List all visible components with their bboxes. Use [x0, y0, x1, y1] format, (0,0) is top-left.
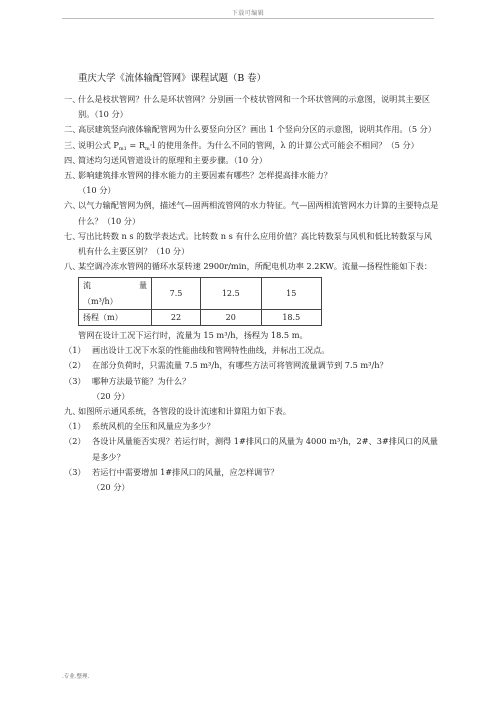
- question-text: 以气力输配管网为例，描述气—固两相流管网的水力特征。气—固两相流管网水力计算的主要特点是什么？（10 分）: [78, 200, 439, 226]
- page-footer: .专业.整理.: [62, 674, 90, 680]
- question-text: 影响建筑排水管网的排水能力的主要因素有哪些？怎样提高排水能力？: [78, 170, 332, 181]
- question-text: 某空调冷冻水管网的循环水泵转速 2900r/min，所配电机功率 2.2KW。流量—扬程性能如下表：: [78, 261, 433, 272]
- question-1: [64, 92, 440, 122]
- q8-sub-1: （1） 画出设计工况下水泵的性能曲线和管网特性曲线，并标出工况点。: [64, 345, 330, 356]
- question-number: 七、: [64, 230, 81, 241]
- question-text: 高层建筑竖向液体输配管网为什么要竖向分区？画出 1 个竖向分区的示意图，说明其作用。（5 分）: [78, 124, 437, 135]
- question-2: [64, 122, 440, 137]
- table-cell: 12.5: [201, 278, 261, 309]
- table-cell: 15: [261, 278, 322, 309]
- question-5: [64, 168, 440, 198]
- question-3: [64, 138, 440, 153]
- question-text: 简述均匀送风管道设计的原理和主要步骤。（10 分）: [78, 154, 268, 165]
- question-6: [64, 198, 440, 228]
- flow-label-cell: 流 量 （m³/h）: [79, 278, 152, 309]
- exam-title: 重庆大学《流体输配管网》课程试题（B 卷）: [78, 73, 266, 84]
- table-cell: 18.5: [261, 309, 322, 325]
- question-9: [64, 404, 440, 419]
- table-row: [79, 278, 322, 309]
- question-number: 六、: [64, 200, 81, 211]
- question-number: 五、: [64, 170, 81, 181]
- page-header: 下载可编辑: [231, 10, 265, 17]
- question-4: [64, 153, 440, 168]
- question-score: （10 分）: [78, 185, 116, 196]
- q8-sub-3: （3） 哪种方法最节能？为什么？: [64, 375, 191, 386]
- table-cell: 22: [152, 309, 201, 325]
- question-text: 什么是枝状管网？什么是环状管网？分别画一个枝状管网和一个环状管网的示意图，说明其主要区别。（10 分）: [78, 94, 431, 120]
- pump-performance-table: [78, 277, 322, 326]
- question-list: [64, 92, 440, 495]
- question-number: 四、: [64, 154, 81, 165]
- q9-sub-2: （2） 各设计风量能否实现？若运行时，测得 1#排风口的风量为 4000 m³/h，2#、3#排风口的风量是多少？: [64, 436, 438, 462]
- q9-score: （20 分）: [92, 482, 130, 493]
- question-text: 如图所示通风系统，各管段的设计流速和计算阻力如下表。: [78, 406, 291, 417]
- question-number: 二、: [64, 124, 81, 135]
- table-row: [79, 309, 322, 325]
- header-divider: [62, 18, 434, 19]
- q8-sub-2: （2） 在部分负荷时，只需流量 7.5 m³/h，有哪些方法可将管网流量调节到 7.5 m³/h？: [64, 360, 388, 371]
- question-7: [64, 229, 440, 259]
- table-cell: 20: [201, 309, 261, 325]
- q9-sub-3: （3） 若运行中需要增加 1#排风口的风量，应怎样调节？: [64, 466, 279, 477]
- question-number: 八、: [64, 261, 81, 272]
- question-text: 写出比转数 n s 的数学表达式。比转数 n s 有什么应用价值？高比转数泵与风机和低比转数泵与风机有什么主要区别？（10 分）: [78, 230, 432, 257]
- question-8: [64, 259, 440, 274]
- question-number: 三、: [64, 139, 81, 150]
- q8-condition: 管网在设计工况下运行时，流量为 15 m³/h，扬程为 18.5 m。: [78, 330, 308, 341]
- table-cell: 7.5: [152, 278, 201, 309]
- q8-score: （20 分）: [92, 390, 130, 401]
- question-text: 说明公式 $P_{m1} = R_m\cdot l$ 的使用条件。为什么不同的管网，λ 的计算公式可能会不相同？（5 分）: [78, 139, 419, 152]
- q9-sub-1: （1） 系统风机的全压和风量应为多少？: [64, 421, 215, 432]
- question-number: 九、: [64, 406, 81, 417]
- question-number: 一、: [64, 94, 81, 104]
- head-label-cell: 扬程（m）: [79, 309, 152, 325]
